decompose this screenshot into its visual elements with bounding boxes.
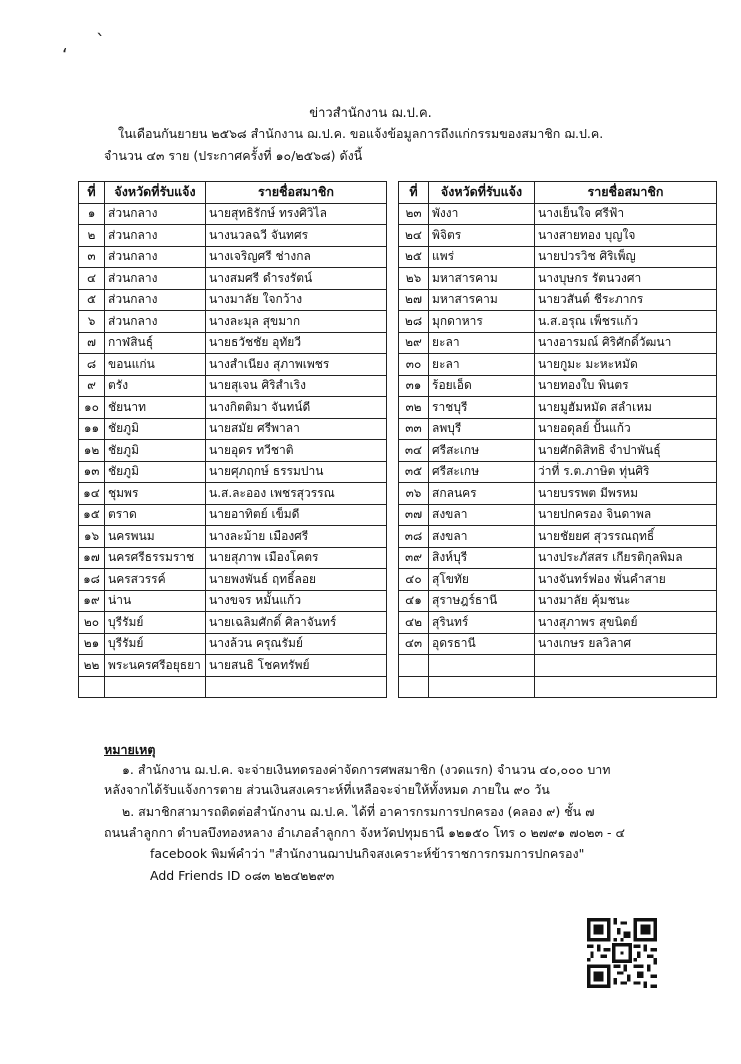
row-number: ๒๑ — [79, 633, 105, 655]
table-row — [399, 676, 717, 698]
row-number — [399, 676, 429, 698]
table-row — [399, 526, 717, 548]
row-province: ลพบุรี — [429, 418, 535, 440]
row-number: ๔๓ — [399, 633, 429, 655]
row-number: ๔ — [79, 268, 105, 290]
page-title: ข่าวสำนักงาน ฌ.ป.ค. — [309, 106, 432, 121]
row-province: สกลนคร — [429, 483, 535, 505]
row-province: สุรินทร์ — [429, 612, 535, 634]
row-member-name: นางอารมณ์ ศิริศักดิ์วัฒนา — [535, 332, 717, 354]
row-member-name: นายพงพันธ์ ฤทธิ์ลอย — [206, 569, 387, 591]
row-number: ๓๗ — [399, 504, 429, 526]
row-province: พิจิตร — [429, 225, 535, 247]
row-number: ๓๓ — [399, 418, 429, 440]
row-number: ๑๕ — [79, 504, 105, 526]
header-member-name: รายชื่อสมาชิก — [206, 182, 387, 204]
table-header-row — [399, 182, 717, 204]
table-row — [399, 311, 717, 333]
table-row — [79, 590, 387, 612]
row-province: ยะลา — [429, 332, 535, 354]
row-member-name — [535, 655, 717, 677]
note-item-2-line-2: ถนนลำลูกกา ตำบลบึงทองหลาง อำเภอลำลูกกา จังหวัดปทุมธานี ๑๒๑๕๐ โทร ๐ ๒๗๙๑ ๗๐๒๓ - ๔ — [104, 825, 625, 840]
row-province: นครพนม — [105, 526, 206, 548]
table-row — [79, 569, 387, 591]
row-number: ๓๘ — [399, 526, 429, 548]
row-member-name: นางสมศรี ดำรงรัตน์ — [206, 268, 387, 290]
row-province: ส่วนกลาง — [105, 311, 206, 333]
row-number: ๒๗ — [399, 289, 429, 311]
row-province: ส่วนกลาง — [105, 246, 206, 268]
row-number: ๑๔ — [79, 483, 105, 505]
row-member-name — [206, 676, 387, 698]
intro-line-2: จำนวน ๔๓ ราย (ประกาศครั้งที่ ๑๐/๒๕๖๘) ดังนี้ — [104, 148, 363, 163]
row-member-name: นางบุษกร รัตนวงศา — [535, 268, 717, 290]
table-row — [79, 246, 387, 268]
table-row — [79, 504, 387, 526]
row-member-name: นายสุทธิรักษ์ ทรงศิวิไล — [206, 203, 387, 225]
row-member-name: นางเกษร ยลวิลาศ — [535, 633, 717, 655]
row-member-name: น.ส.อรุณ เพ็ชรแก้ว — [535, 311, 717, 333]
table-row — [79, 354, 387, 376]
row-province: อุดรธานี — [429, 633, 535, 655]
table-row — [399, 289, 717, 311]
row-member-name: นายมูฮัมหมัด สลำเหม — [535, 397, 717, 419]
table-row — [399, 504, 717, 526]
table-row — [399, 225, 717, 247]
table-row — [399, 375, 717, 397]
row-province: ชัยภูมิ — [105, 461, 206, 483]
row-number: ๔๑ — [399, 590, 429, 612]
row-member-name: นายบรรพต มีพรหม — [535, 483, 717, 505]
row-number: ๒๒ — [79, 655, 105, 677]
row-number: ๑๖ — [79, 526, 105, 548]
row-member-name: นางจันทร์ฟอง พั่นคำสาย — [535, 569, 717, 591]
row-number: ๑๓ — [79, 461, 105, 483]
row-province: ราชบุรี — [429, 397, 535, 419]
row-number: ๓๑ — [399, 375, 429, 397]
row-province: สงขลา — [429, 504, 535, 526]
table-row — [399, 440, 717, 462]
table-row — [399, 332, 717, 354]
notes-heading-text: หมายเหตุ — [104, 742, 156, 757]
table-row — [79, 676, 387, 698]
row-number: ๑ — [79, 203, 105, 225]
row-number: ๑๗ — [79, 547, 105, 569]
row-member-name: นายสุภาพ เมืองโคตร — [206, 547, 387, 569]
row-province: มุกดาหาร — [429, 311, 535, 333]
row-member-name: นายเฉลิมศักดิ์ ศิลาจันทร์ — [206, 612, 387, 634]
table-row — [399, 633, 717, 655]
row-number: ๓ — [79, 246, 105, 268]
row-member-name: ว่าที่ ร.ต.ภาษิต ทุ่นศิริ — [535, 461, 717, 483]
row-number: ๑๑ — [79, 418, 105, 440]
row-province: สงขลา — [429, 526, 535, 548]
row-province: บุรีรัมย์ — [105, 633, 206, 655]
table-row — [399, 483, 717, 505]
row-member-name: นางละมุล สุขมาก — [206, 311, 387, 333]
row-number — [79, 676, 105, 698]
note-line-id: Add Friends ID ๐๘๓ ๒๒๔๒๒๙๓ — [150, 868, 335, 883]
row-province: ชัยภูมิ — [105, 418, 206, 440]
row-province: ศรีสะเกษ — [429, 440, 535, 462]
row-member-name: นายสมัย ศรีพาลา — [206, 418, 387, 440]
table-row — [399, 397, 717, 419]
row-province: ชุมพร — [105, 483, 206, 505]
row-number: ๒ — [79, 225, 105, 247]
row-member-name: นางขจร หมั้นแก้ว — [206, 590, 387, 612]
table-row — [79, 547, 387, 569]
row-member-name: นายอาทิตย์ เข็มดี — [206, 504, 387, 526]
row-member-name: น.ส.ละออง เพชรสุวรรณ — [206, 483, 387, 505]
row-member-name: นางสายทอง บุญใจ — [535, 225, 717, 247]
row-province: ศรีสะเกษ — [429, 461, 535, 483]
table-row — [79, 289, 387, 311]
table-row — [79, 203, 387, 225]
row-province: น่าน — [105, 590, 206, 612]
row-number: ๑๒ — [79, 440, 105, 462]
row-province: ส่วนกลาง — [105, 203, 206, 225]
table-row — [399, 461, 717, 483]
row-province: บุรีรัมย์ — [105, 612, 206, 634]
table-row — [399, 612, 717, 634]
table-row — [79, 225, 387, 247]
row-member-name: นางเจริญศรี ช่างกล — [206, 246, 387, 268]
qr-code-icon — [587, 918, 657, 988]
row-province: พังงา — [429, 203, 535, 225]
row-number: ๓๕ — [399, 461, 429, 483]
row-member-name: นายศักดิสิทธิ จำปาพันธุ์ — [535, 440, 717, 462]
row-member-name: นางนวลฉวี จันทศร — [206, 225, 387, 247]
row-member-name: นายวสันต์ ชีระภากร — [535, 289, 717, 311]
row-member-name: นายศุภฤกษ์ ธรรมปาน — [206, 461, 387, 483]
row-number: ๑๐ — [79, 397, 105, 419]
note-facebook: facebook พิมพ์คำว่า "สำนักงานฌาปนกิจสงเคราะห์ข้าราชการกรมการปกครอง" — [150, 846, 585, 861]
row-member-name: นายทองใบ พินตร — [535, 375, 717, 397]
row-number: ๖ — [79, 311, 105, 333]
notes-heading — [104, 740, 155, 760]
row-member-name: นางละม้าย เมืองศรี — [206, 526, 387, 548]
table-row — [79, 461, 387, 483]
table-header-row — [79, 182, 387, 204]
table-row — [399, 590, 717, 612]
row-member-name: นางมาลัย ใจกว้าง — [206, 289, 387, 311]
row-number: ๒๖ — [399, 268, 429, 290]
note-item-2-line-1: ๒. สมาชิกสามารถติดต่อสำนักงาน ฌ.ป.ค. ได้ที่ อาคารกรมการปกครอง (คลอง ๙) ชั้น ๗ — [122, 804, 595, 819]
table-row — [79, 311, 387, 333]
row-member-name: นายธวัชชัย อุทัยวี — [206, 332, 387, 354]
row-province: มหาสารคาม — [429, 289, 535, 311]
row-province: มหาสารคาม — [429, 268, 535, 290]
row-number: ๗ — [79, 332, 105, 354]
table-row — [79, 397, 387, 419]
row-province — [105, 676, 206, 698]
table-row — [399, 246, 717, 268]
row-member-name: นายปกครอง จินดาพล — [535, 504, 717, 526]
row-number: ๓๒ — [399, 397, 429, 419]
row-province — [429, 655, 535, 677]
row-member-name: นางมาลัย คุ้มชนะ — [535, 590, 717, 612]
table-row — [399, 354, 717, 376]
row-member-name: นายกูมะ มะหะหมัด — [535, 354, 717, 376]
row-province — [429, 676, 535, 698]
members-table-left — [78, 181, 387, 698]
row-member-name: นางล้วน ครุณรัมย์ — [206, 633, 387, 655]
row-number: ๓๐ — [399, 354, 429, 376]
row-number: ๓๖ — [399, 483, 429, 505]
row-member-name: นางสำเนียง สุภาพเพชร — [206, 354, 387, 376]
row-number: ๕ — [79, 289, 105, 311]
row-province: ยะลา — [429, 354, 535, 376]
row-province: ส่วนกลาง — [105, 289, 206, 311]
row-province: ขอนแก่น — [105, 354, 206, 376]
row-member-name: นายสนธิ โชคทรัพย์ — [206, 655, 387, 677]
row-number: ๒๕ — [399, 246, 429, 268]
row-province: ชัยนาท — [105, 397, 206, 419]
row-province: นครสวรรค์ — [105, 569, 206, 591]
row-number: ๒๓ — [399, 203, 429, 225]
row-province: สุราษฎร์ธานี — [429, 590, 535, 612]
row-member-name: นายอดุลย์ ปั้นแก้ว — [535, 418, 717, 440]
row-number: ๒๘ — [399, 311, 429, 333]
table-row — [399, 547, 717, 569]
header-member-name: รายชื่อสมาชิก — [535, 182, 717, 204]
row-member-name: นายปวรวิช ศิริเพ็ญ — [535, 246, 717, 268]
row-province: แพร่ — [429, 246, 535, 268]
table-row — [399, 418, 717, 440]
table-row — [79, 375, 387, 397]
row-number: ๔๐ — [399, 569, 429, 591]
row-province: ร้อยเอ็ด — [429, 375, 535, 397]
row-number — [399, 655, 429, 677]
table-row — [79, 526, 387, 548]
members-table-right — [398, 181, 717, 698]
row-province: นครศรีธรรมราช — [105, 547, 206, 569]
header-no: ที่ — [79, 182, 105, 204]
row-number: ๓๔ — [399, 440, 429, 462]
table-row — [79, 440, 387, 462]
row-member-name: นายสุเจน ศิริสำเริง — [206, 375, 387, 397]
header-province: จังหวัดที่รับแจ้ง — [429, 182, 535, 204]
table-row — [79, 418, 387, 440]
intro-line-1: ในเดือนกันยายน ๒๕๖๘ สำนักงาน ฌ.ป.ค. ขอแจ้งข้อมูลการถึงแก่กรรมของสมาชิก ฌ.ป.ค. — [118, 126, 604, 141]
row-member-name: นางกิตติมา จันทน์ดี — [206, 397, 387, 419]
row-member-name — [535, 676, 717, 698]
row-province: ตราด — [105, 504, 206, 526]
row-number: ๘ — [79, 354, 105, 376]
row-number: ๒๙ — [399, 332, 429, 354]
stray-mark: ‘ — [62, 45, 68, 66]
stray-marks — [62, 31, 105, 66]
table-row — [79, 612, 387, 634]
row-member-name: นางเย็นใจ ศรีฟ้า — [535, 203, 717, 225]
row-member-name: นางสุภาพร สุขนิตย์ — [535, 612, 717, 634]
row-province: สิงห์บุรี — [429, 547, 535, 569]
note-item-1-line-1: ๑. สำนักงาน ฌ.ป.ค. จะจ่ายเงินทดรองค่าจัดการศพสมาชิก (งวดแรก) จำนวน ๔๐,๐๐๐ บาท — [122, 762, 611, 777]
row-province: ชัยภูมิ — [105, 440, 206, 462]
row-member-name: นายอุดร ทวีชาติ — [206, 440, 387, 462]
row-province: ส่วนกลาง — [105, 268, 206, 290]
table-row — [399, 268, 717, 290]
row-member-name: นางประภัสสร เกียรติกุลพิมล — [535, 547, 717, 569]
header-province: จังหวัดที่รับแจ้ง — [105, 182, 206, 204]
row-province: สุโขทัย — [429, 569, 535, 591]
table-row — [79, 633, 387, 655]
table-row — [399, 203, 717, 225]
row-number: ๑๙ — [79, 590, 105, 612]
row-number: ๓๙ — [399, 547, 429, 569]
row-province: พระนครศรีอยุธยา — [105, 655, 206, 677]
row-member-name: นายชัยยศ สุวรรณฤทธิ์ — [535, 526, 717, 548]
table-row — [79, 655, 387, 677]
row-number: ๒๔ — [399, 225, 429, 247]
note-item-1-line-2: หลังจากได้รับแจ้งการตาย ส่วนเงินสงเคราะห์ที่เหลือจะจ่ายให้ทั้งหมด ภายใน ๙๐ วัน — [104, 782, 550, 797]
row-province: กาฬสินธุ์ — [105, 332, 206, 354]
row-number: ๑๘ — [79, 569, 105, 591]
stray-mark: ` — [96, 31, 105, 52]
table-row — [79, 268, 387, 290]
table-row — [79, 332, 387, 354]
row-province: ตรัง — [105, 375, 206, 397]
header-no: ที่ — [399, 182, 429, 204]
table-row — [399, 569, 717, 591]
row-number: ๙ — [79, 375, 105, 397]
row-province: ส่วนกลาง — [105, 225, 206, 247]
row-number: ๒๐ — [79, 612, 105, 634]
row-number: ๔๒ — [399, 612, 429, 634]
table-row — [399, 655, 717, 677]
table-row — [79, 483, 387, 505]
